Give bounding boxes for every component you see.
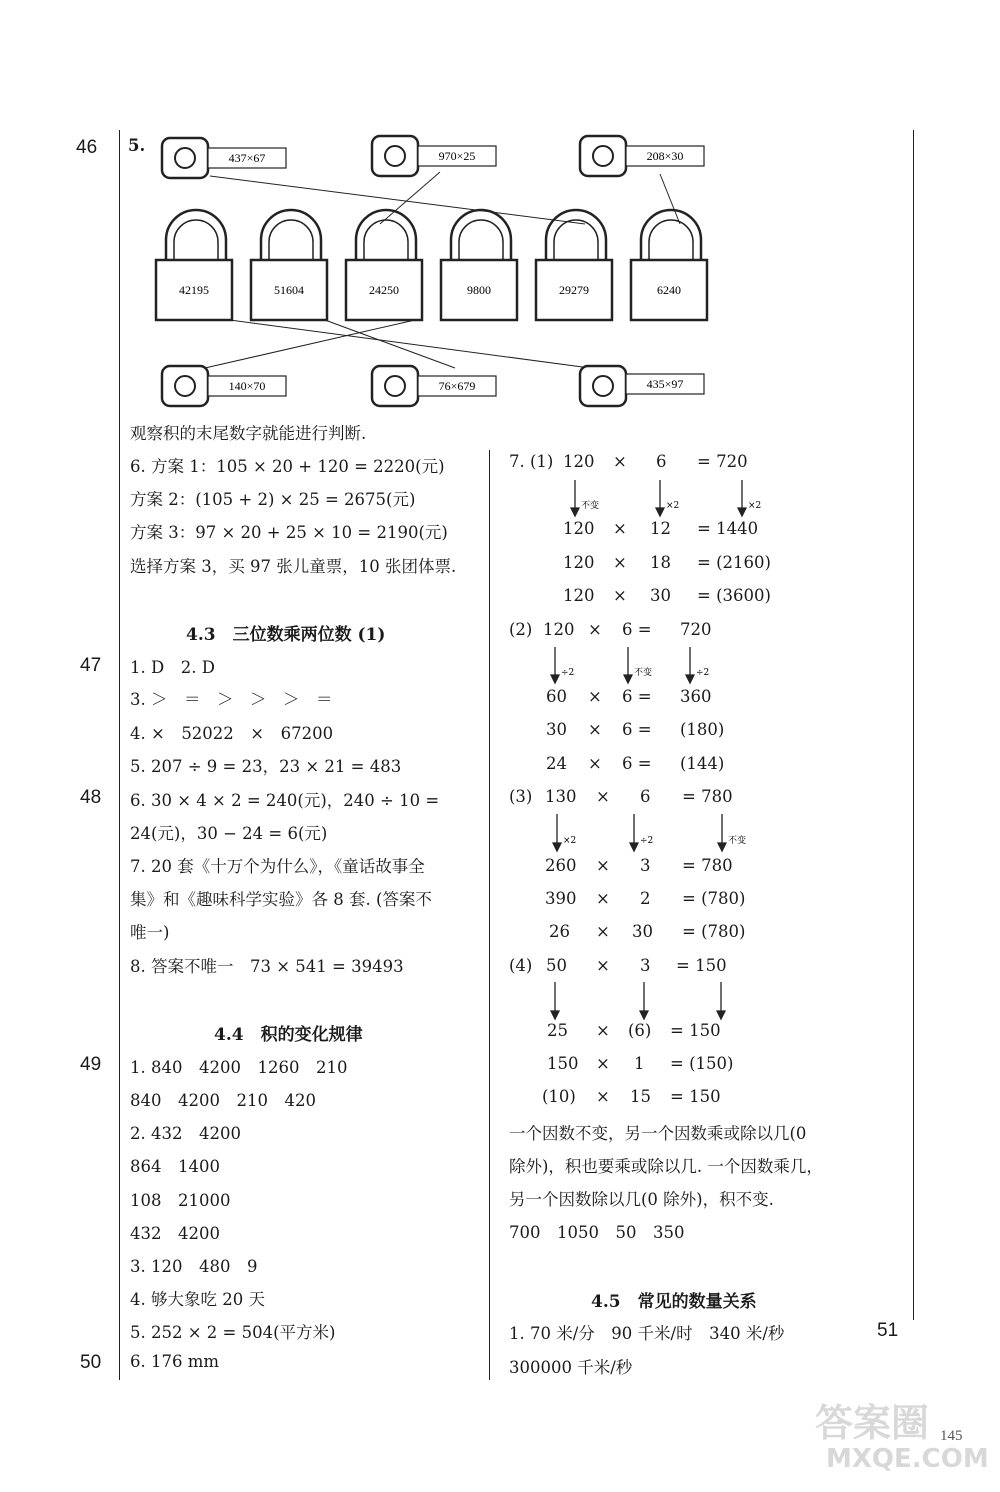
calc-cell: × (596, 1054, 610, 1073)
section-heading-4-3: 4.3 三位数乘两位数 (1) (186, 625, 386, 645)
arrow-note: ÷2 (561, 668, 575, 678)
arrow-note: ÷2 (640, 836, 654, 846)
key-bottom-2 (372, 366, 496, 406)
calc-cell: × (588, 720, 602, 739)
q6-line4: 选择方案 3，买 97 张儿童票，10 张团体票. (130, 557, 457, 576)
calc-row: 6 (656, 452, 667, 471)
arrow-note: ÷2 (696, 668, 710, 678)
arrow-note: ×2 (748, 501, 762, 511)
calc-cell: 12 (650, 519, 671, 538)
arrows-group-3 (542, 812, 762, 854)
answer-line: 108 21000 (130, 1191, 231, 1210)
calc-cell: 120 (563, 519, 595, 538)
key-label: 76×679 (438, 379, 476, 393)
calc-cell: × (596, 922, 610, 941)
lock-label: 42195 (179, 283, 209, 297)
answer-line: 3. ＞ ＝ ＞ ＞ ＞ ＝ (130, 690, 333, 709)
q7-part3-label: (3) (509, 787, 533, 806)
answer-line: 5. 252 × 2 = 504(平方米) (130, 1323, 336, 1342)
lock-label: 9800 (467, 283, 491, 297)
answer-line: 1. 70 米/分 90 千米/时 340 米/秒 (509, 1324, 785, 1343)
calc-cell: 130 (545, 787, 577, 806)
link-line (205, 320, 415, 368)
page-number-50: 50 (80, 1352, 102, 1373)
calc-cell: = (150) (670, 1054, 734, 1073)
calc-cell: × (613, 553, 627, 572)
calc-cell: × (596, 1087, 610, 1106)
calc-cell: 150 (547, 1054, 579, 1073)
answer-line: 2. 432 4200 (130, 1124, 241, 1143)
calc-cell: 6 = (622, 620, 652, 639)
calc-cell: × (588, 754, 602, 773)
arrow-note: 不变 (581, 501, 600, 511)
q7-part2-label: (2) (509, 620, 533, 639)
calc-cell: (180) (680, 720, 725, 739)
key-bottom-3 (580, 366, 704, 406)
calc-row: 120 (563, 452, 595, 471)
lock-label: 29279 (559, 283, 589, 297)
calc-cell: 6 (640, 787, 651, 806)
q7-part4-label: (4) (509, 956, 533, 975)
answer-line: 1. D 2. D (130, 658, 215, 677)
column-divider (489, 450, 490, 1380)
q6-line3: 方案 3：97 × 20 + 25 × 10 = 2190(元) (130, 523, 448, 542)
calc-cell: = 150 (670, 1087, 721, 1106)
answer-line: 4. × 52022 × 67200 (130, 724, 334, 743)
calc-cell: 6 = (622, 754, 652, 773)
calc-cell: (10) (542, 1087, 576, 1106)
calc-row: × (613, 452, 627, 471)
calc-cell: × (596, 787, 610, 806)
q6-line2: 方案 2：(105 + 2) × 25 = 2675(元) (130, 490, 416, 509)
calc-row: = 720 (697, 452, 748, 471)
answer-line: 1. 840 4200 1260 210 (130, 1058, 348, 1077)
calc-cell: 18 (650, 553, 671, 572)
calc-cell: = 1440 (697, 519, 759, 538)
calc-cell: 390 (545, 889, 577, 908)
calc-cell: × (613, 586, 627, 605)
key-label: 140×70 (228, 379, 266, 393)
calc-cell: 1 (634, 1054, 645, 1073)
answer-line: 432 4200 (130, 1224, 220, 1243)
conclusion-line: 另一个因数除以几(0 除外)，积不变. (509, 1190, 774, 1209)
calc-cell: 50 (546, 956, 567, 975)
link-line (660, 174, 680, 224)
watermark-url: MXQE.COM (826, 1444, 989, 1474)
answer-line: 3. 120 480 9 (130, 1257, 258, 1276)
calc-cell: 260 (545, 856, 577, 875)
calc-cell: × (588, 687, 602, 706)
calc-cell: 26 (549, 922, 570, 941)
footer-page-number: 145 (940, 1428, 963, 1444)
calc-cell: = 780 (682, 856, 733, 875)
right-margin-rule (913, 130, 914, 1320)
calc-cell: × (596, 956, 610, 975)
calc-cell: × (613, 519, 627, 538)
answer-line: 6. 30 × 4 × 2 = 240(元)，240 ÷ 10 = (130, 791, 440, 810)
key-label: 970×25 (438, 149, 476, 163)
calc-cell: 720 (680, 620, 712, 639)
answer-line: 840 4200 210 420 (130, 1091, 316, 1110)
key-bottom-1 (162, 366, 286, 406)
page-number-47: 47 (80, 655, 102, 676)
calc-cell: × (596, 1021, 610, 1040)
calc-cell: (144) (680, 754, 725, 773)
answer-line: 24(元)，30 − 24 = 6(元) (130, 824, 328, 843)
calc-cell: 15 (630, 1087, 651, 1106)
lock-6 (631, 210, 707, 320)
arrow-note: ×2 (666, 501, 680, 511)
section-heading-4-5: 4.5 常见的数量关系 (591, 1292, 757, 1312)
calc-cell: = 780 (682, 787, 733, 806)
key-lock-diagram (150, 128, 720, 418)
link-line (380, 172, 440, 224)
answer-line: 864 1400 (130, 1157, 220, 1176)
section-heading-4-4: 4.4 积的变化规律 (214, 1025, 363, 1045)
answer-line: 4. 够大象吃 20 天 (130, 1290, 265, 1309)
lock-5 (536, 210, 612, 320)
key-top-2 (372, 136, 496, 176)
key-label: 208×30 (646, 149, 684, 163)
calc-cell: (6) (628, 1021, 652, 1040)
page-number-51: 51 (877, 1320, 899, 1341)
q5-note: 观察积的末尾数字就能进行判断. (130, 424, 367, 443)
page-number-49: 49 (80, 1054, 102, 1075)
arrow-note: 不变 (728, 836, 747, 846)
conclusion-line: 一个因数不变，另一个因数乘或除以几(0 (509, 1124, 807, 1143)
answer-line: 唯一) (130, 923, 170, 942)
link-line (210, 176, 585, 224)
calc-cell: × (596, 856, 610, 875)
link-line (325, 320, 455, 368)
answer-line: 8. 答案不唯一 73 × 541 = 39493 (130, 957, 404, 976)
lock-label: 6240 (657, 283, 681, 297)
link-line (230, 320, 590, 368)
calc-cell: 60 (546, 687, 567, 706)
key-label: 437×67 (228, 151, 266, 165)
calc-cell: 6 = (622, 687, 652, 706)
calc-cell: = (2160) (697, 553, 771, 572)
answer-line: 5. 207 ÷ 9 = 23，23 × 21 = 483 (130, 757, 402, 776)
q6-line1: 6. 方案 1：105 × 20 + 120 = 2220(元) (130, 457, 445, 476)
arrows-group-2 (540, 645, 720, 685)
arrows-group-1 (560, 478, 770, 518)
calc-cell: 120 (543, 620, 575, 639)
calc-cell: 6 = (622, 720, 652, 739)
lock-label: 51604 (274, 283, 304, 297)
calc-cell: 3 (640, 856, 651, 875)
calc-cell: = 150 (670, 1021, 721, 1040)
calc-cell: 120 (563, 553, 595, 572)
calc-cell: 360 (680, 687, 712, 706)
lock-3 (346, 210, 422, 320)
calc-cell: 30 (650, 586, 671, 605)
answer-line: 700 1050 50 350 (509, 1223, 685, 1242)
calc-cell: 24 (546, 754, 567, 773)
calc-cell: × (596, 889, 610, 908)
answer-line: 300000 千米/秒 (509, 1358, 633, 1377)
watermark-logo: 答案圈 (815, 1401, 930, 1445)
calc-cell: 3 (640, 956, 651, 975)
calc-cell: = (780) (682, 922, 746, 941)
calc-cell: 30 (546, 720, 567, 739)
lock-label: 24250 (369, 283, 399, 297)
left-margin-rule (119, 130, 120, 1380)
arrow-note: ×2 (563, 836, 577, 846)
calc-cell: 25 (547, 1021, 568, 1040)
lock-1 (156, 210, 232, 320)
calc-cell: = 150 (676, 956, 727, 975)
calc-cell: 2 (640, 889, 651, 908)
calc-cell: = (780) (682, 889, 746, 908)
lock-2 (251, 210, 327, 320)
calc-cell: = (3600) (697, 586, 771, 605)
arrow-note: 不变 (634, 668, 653, 678)
answer-line: 7. 20 套《十万个为什么》，《童话故事全 (130, 857, 425, 876)
page-number-46: 46 (76, 137, 98, 158)
lock-4 (441, 210, 517, 320)
q5-number: 5. (128, 136, 146, 155)
answer-line: 6. 176 mm (130, 1352, 220, 1371)
conclusion-line: 除外)，积也要乘或除以几. 一个因数乘几， (509, 1157, 823, 1176)
calc-cell: 120 (563, 586, 595, 605)
key-top-1 (162, 138, 286, 178)
calc-cell: 30 (632, 922, 653, 941)
arrows-group-4 (540, 980, 740, 1022)
q7-part1-label: 7. (1) (509, 452, 554, 471)
calc-cell: × (588, 620, 602, 639)
page-number-48: 48 (80, 787, 102, 808)
key-label: 435×97 (646, 377, 684, 391)
answer-line: 集》和《趣味科学实验》各 8 套. (答案不 (130, 890, 432, 909)
key-top-3 (580, 136, 704, 176)
